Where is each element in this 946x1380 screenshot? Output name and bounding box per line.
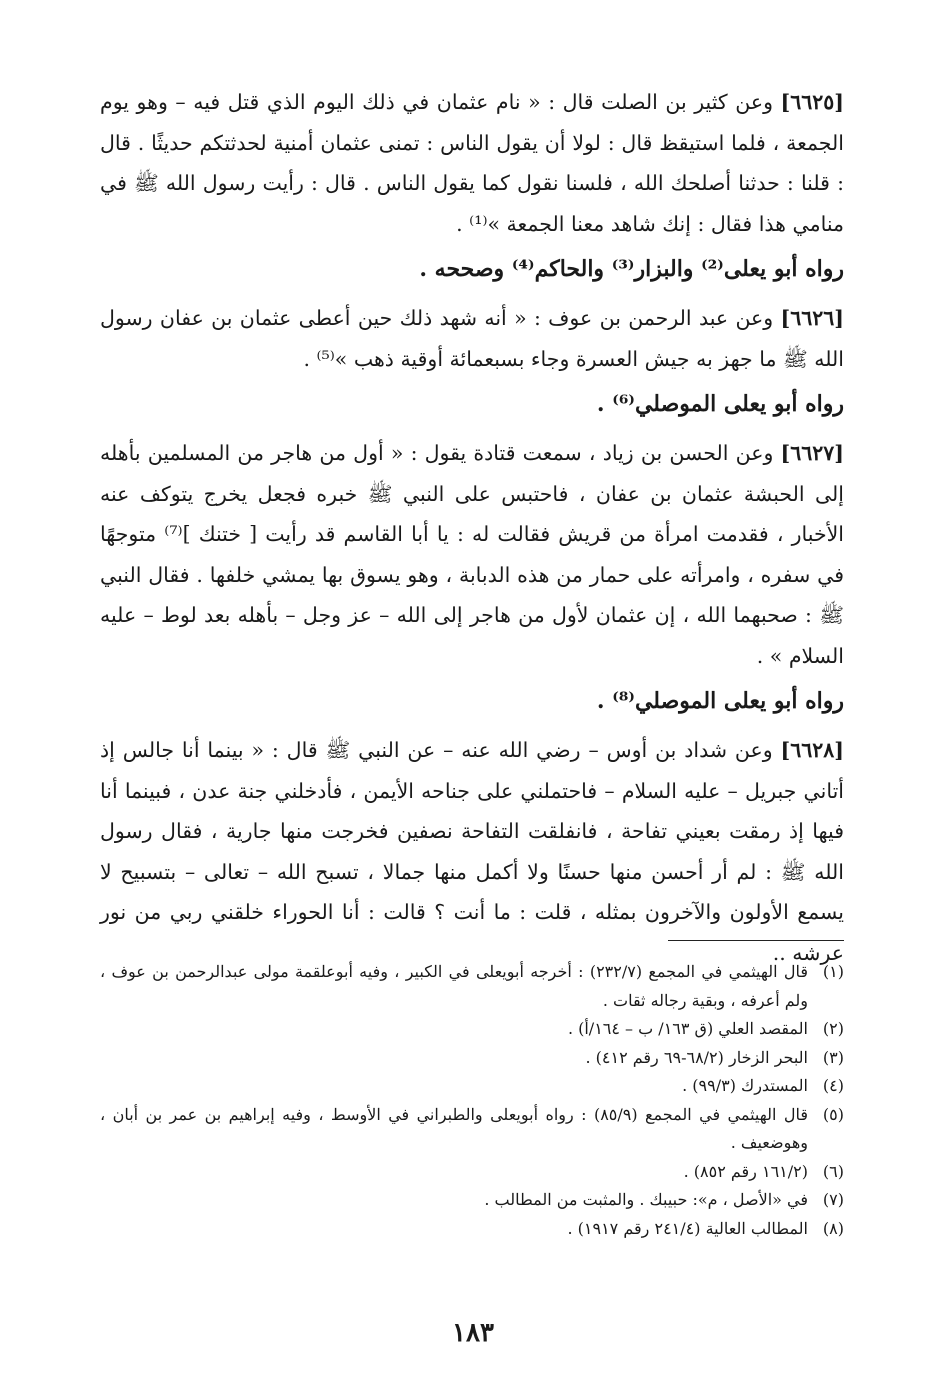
footnote-number: (٦)	[822, 1161, 844, 1181]
footnote-number: (١)	[822, 962, 844, 981]
page-number: ١٨٣	[452, 1318, 494, 1348]
footnote-text: في «الأصل ، م»: حبيبك . والمثبت من المطالب .	[484, 1190, 808, 1209]
footnote-number: (٨)	[822, 1218, 844, 1238]
footnote	[100, 1044, 844, 1073]
footnote-text: (١٦١/٢ رقم ٨٥٢) .	[683, 1161, 808, 1181]
footnote-divider	[668, 940, 844, 941]
footnote-text: قال الهيثمي في المجمع (٢٣٢/٧) : أخرجه أبويعلى في الكبير ، وفيه أبوعلقمة مولى عبدالرحمن بن عوف ، ولم أعرفه ، وبقية رجاله ثقات .	[100, 962, 808, 1010]
footnote	[100, 1215, 844, 1244]
footnotes	[100, 958, 844, 1243]
hadith-6625	[100, 82, 844, 244]
footnote	[100, 1015, 844, 1044]
hadith-number: [٦٦٢٦]	[780, 306, 844, 330]
footnote	[100, 1101, 844, 1158]
hadith-text: وعن الحسن بن زياد ، سمعت قتادة يقول : « أول من هاجر من المسلمين بأهله إلى الحبشة عثمان بن عفان ، فاحتبس على النبي ﷺ خبره فجعل يخرج يتوكف عنه الأخبار ، فقدمت امرأة من قريش فقالت له : يا أبا القاسم قد رأيت [ ختنك ]⁽⁷⁾ متوجهًا في سفره ، وامرأته على حمار من هذه الدبابة ، وهو يسوق بها يمشي خلفها . فقال النبي ﷺ : صحبهما الله ، إن عثمان لأول من هاجر إلى الله – عز وجل – بأهله بعد لوط – عليه السلام » .	[100, 441, 844, 668]
footnote	[100, 1158, 844, 1187]
footnote	[100, 1072, 844, 1101]
footnote-text: المستدرك (٩٩/٣) .	[682, 1076, 808, 1095]
footnote	[100, 1186, 844, 1215]
hadith-6627	[100, 433, 844, 676]
footnote-text: البحر الزخار (٦٨/٢-٦٩ رقم ٤١٢) .	[585, 1047, 808, 1067]
footnote	[100, 958, 844, 1015]
attribution: رواه أبو يعلى الموصلي⁽⁶⁾ .	[596, 391, 844, 417]
hadith-text: وعن شداد بن أوس – رضي الله عنه – عن النبي ﷺ قال : « بينما أنا جالس إذ أتاني جبريل – عليه السلام – فاحتملني على جناحه الأيمن ، فأدخلني جنة عدن ، فبينما أنا فيها إذ رمقت بعيني تفاحة ، فانفلقت التفاحة نصفين فخرجت منها جارية ، فقال رسول الله ﷺ : لم أر أحسن منها حسنًا ولا أكمل منها جمالا ، تسبح الله – تعالى – بتسبيح لا يسمع الأولون والآخرون بمثله ، قلت : ما أنت ؟ قالت : أنا الحوراء خلقني ربي من نور عرشه ..	[100, 738, 844, 965]
attribution: رواه أبو يعلى⁽²⁾ والبزار⁽³⁾ والحاكم⁽⁴⁾ وصححه .	[419, 256, 844, 282]
hadith-number: [٦٦٢٧]	[780, 441, 844, 465]
footnote-number: (٢)	[822, 1019, 844, 1038]
hadith-number: [٦٦٢٥]	[780, 90, 844, 114]
footnote-text: المطالب العالية (٢٤١/٤ رقم ١٩١٧) .	[567, 1218, 808, 1238]
attribution: رواه أبو يعلى الموصلي⁽⁸⁾ .	[596, 688, 844, 714]
hadith-6628	[100, 730, 844, 973]
footnote-number: (٣)	[822, 1047, 844, 1067]
hadith-6626	[100, 298, 844, 379]
footnote-number: (٤)	[822, 1076, 844, 1095]
footnote-number: (٧)	[822, 1190, 844, 1209]
footnote-text: قال الهيثمي في المجمع (٨٥/٩) : رواه أبويعلى والطبراني في الأوسط ، وفيه إبراهيم بن عمر بن أبان ، وهوضعيف .	[100, 1104, 808, 1152]
main-text	[100, 82, 844, 973]
footnote-number: (٥)	[822, 1104, 844, 1124]
hadith-text: وعن عبد الرحمن بن عوف : « أنه شهد ذلك حين أعطى عثمان بن عفان رسول الله ﷺ ما جهز به جيش العسرة وجاء بسبعمائة أوقية ذهب »⁽⁵⁾ .	[100, 306, 844, 371]
hadith-text: وعن كثير بن الصلت قال : « نام عثمان في ذلك اليوم الذي قتل فيه – وهو يوم الجمعة ، فلما استيقظ قال : لولا أن يقول الناس : تمنى عثمان أمنية لحدثتكم حديثًا . قال : قلنا : حدثنا أصلحك الله ، فلسنا نقول كما يقول الناس . قال : رأيت رسول الله ﷺ في منامي هذا فقال : إنك شاهد معنا الجمعة »⁽¹⁾ .	[100, 90, 844, 236]
hadith-number: [٦٦٢٨]	[780, 738, 844, 762]
footnote-text: المقصد العلي (ق ١٦٣/ ب – ١٦٤/أ) .	[567, 1019, 808, 1038]
